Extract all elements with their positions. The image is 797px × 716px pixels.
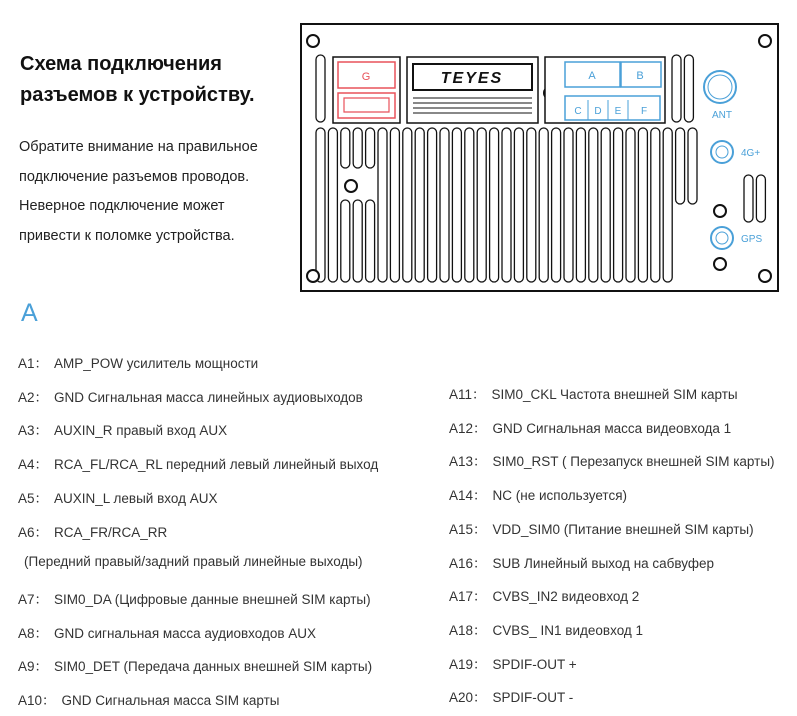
pin-description: CVBS_IN2 видеовход 2 — [492, 589, 640, 605]
pin-row — [449, 585, 639, 605]
connector-abcdef — [545, 57, 665, 123]
fin-slot — [684, 55, 693, 122]
fin-slot — [316, 55, 325, 122]
pin-row — [18, 487, 217, 507]
pin-code: A17： — [449, 589, 487, 605]
brand-plate — [407, 57, 538, 123]
title-line-1: Схема подключения — [20, 53, 222, 75]
pin-code: A20： — [449, 690, 487, 706]
screw-hole — [345, 180, 357, 192]
pin-row — [18, 386, 363, 406]
fin-slot — [403, 128, 412, 282]
pin-code: A3： — [18, 423, 49, 439]
fin-slot — [341, 128, 350, 168]
fin-slot — [672, 55, 681, 122]
fin-slot — [366, 200, 375, 282]
pin-row — [18, 622, 316, 642]
pin-code: A19： — [449, 656, 487, 672]
screw-hole — [307, 270, 319, 282]
fin-slot — [415, 128, 424, 282]
pin-description: RCA_FL/RCA_RL передний левый линейный выход — [54, 457, 379, 473]
pin-code: A18： — [449, 622, 487, 638]
fin-slot — [440, 128, 449, 282]
screw-hole — [714, 205, 726, 217]
pin-description: AUXIN_L левый вход AUX — [54, 490, 218, 506]
screw-hole — [759, 35, 771, 47]
fin-slot — [390, 128, 399, 282]
pin-code: A6： — [18, 524, 49, 540]
pin-code: A12： — [449, 420, 487, 436]
pin-description: NC (не используется) — [492, 488, 627, 504]
pin-description: SPDIF-OUT - — [492, 690, 574, 706]
fin-slot — [366, 128, 375, 168]
pin-row — [449, 484, 627, 504]
pin-row — [18, 453, 378, 473]
pin-code: A4： — [18, 457, 49, 473]
pin-row — [18, 352, 258, 372]
pin-description: SIM0_DET (Передача данных внешней SIM карты) — [54, 659, 373, 675]
pin-row — [18, 588, 371, 608]
gps-label: GPS — [741, 234, 763, 245]
pin-row — [449, 518, 754, 538]
fin-slot — [626, 128, 635, 282]
fin-slot — [328, 128, 337, 282]
pin-row — [449, 686, 573, 706]
fin-slot — [638, 128, 647, 282]
fin-slot — [688, 128, 697, 204]
fin-slot — [614, 128, 623, 282]
screw-hole — [759, 270, 771, 282]
note-line: подключение разъемов проводов. — [19, 168, 250, 185]
pin-description: (Передний правый/задний правый линейные выходы) — [24, 554, 363, 570]
connector-e-label: E — [614, 106, 622, 117]
pin-row — [449, 619, 643, 639]
pin-code: A14： — [449, 488, 487, 504]
pin-code: A13： — [449, 454, 487, 470]
pin-code: A15： — [449, 521, 487, 537]
pin-description: GND Сигнальная масса линейных аудиовыходов — [54, 389, 363, 405]
pin-description: AUXIN_R правый вход AUX — [54, 423, 228, 439]
pin-code: A10： — [18, 693, 56, 708]
fin-slot — [477, 128, 486, 282]
pin-description: AMP_POW усилитель мощности — [54, 356, 259, 371]
pin-description: GND Сигнальная масса SIM карты — [61, 693, 280, 708]
pin-row — [18, 521, 167, 541]
fin-slot — [527, 128, 536, 282]
fin-slot — [378, 128, 387, 282]
title-line-2: разъемов к устройству. — [20, 84, 255, 106]
pin-row — [449, 383, 738, 403]
pin-description: SIM0_DA (Цифровые данные внешней SIM карты) — [54, 591, 371, 607]
pin-description: SIM0_CKL Частота внешней SIM карты — [491, 387, 738, 402]
pin-description: VDD_SIM0 (Питание внешней SIM карты) — [492, 521, 754, 537]
pin-row — [18, 689, 280, 709]
screw-hole — [714, 258, 726, 270]
pin-description: SPDIF-OUT + — [492, 656, 577, 672]
fin-slot — [589, 128, 598, 282]
connector-c-label: C — [574, 106, 582, 117]
pin-code: A9： — [18, 659, 49, 675]
pin-row — [449, 417, 731, 437]
device-back-panel-diagram — [0, 0, 797, 300]
fin-slot — [353, 128, 362, 168]
connector-g — [333, 57, 400, 123]
section-letter: A — [21, 299, 38, 327]
fin-slot — [353, 200, 362, 282]
connector-a-label: A — [588, 70, 596, 82]
pin-code: A16： — [449, 555, 487, 571]
pin-row — [449, 653, 577, 673]
connector-g-label: G — [361, 71, 371, 83]
fin-slot — [490, 128, 499, 282]
screw-hole — [307, 35, 319, 47]
brand-logo: TEYES — [440, 70, 504, 87]
fin-slot — [576, 128, 585, 282]
pin-code: A2： — [18, 389, 49, 405]
fin-slot — [514, 128, 523, 282]
pin-row — [18, 655, 372, 675]
fin-slot — [452, 128, 461, 282]
pin-description: GND Сигнальная масса видеовхода 1 — [492, 420, 732, 436]
connector-b-label: B — [636, 70, 644, 82]
fin-slot — [663, 128, 672, 282]
pin-code: A7： — [18, 591, 49, 607]
fin-slot — [552, 128, 561, 282]
fin-slot — [676, 128, 685, 204]
fin-slot — [756, 175, 765, 222]
pin-description: GND сигнальная масса аудиовходов AUX — [54, 625, 317, 641]
pin-row — [18, 419, 227, 439]
fin-slot — [316, 128, 325, 282]
note-line: привести к поломке устройства. — [19, 227, 235, 244]
connector-d-label: D — [594, 106, 602, 117]
pin-code: A1： — [18, 356, 49, 371]
connector-f-label: F — [640, 106, 648, 117]
fin-slot — [601, 128, 610, 282]
pin-code: A8： — [18, 625, 49, 641]
fin-slot — [502, 128, 511, 282]
pin-row — [449, 450, 775, 470]
fin-slot — [465, 128, 474, 282]
fin-slot — [428, 128, 437, 282]
fin-slot — [744, 175, 753, 222]
note-line: Обратите внимание на правильное — [19, 139, 258, 155]
pin-description: SIM0_RST ( Перезапуск внешней SIM карты) — [492, 454, 775, 470]
fin-slot — [651, 128, 660, 282]
pin-row — [449, 552, 714, 572]
fin-slot — [539, 128, 548, 282]
pin-code: A11： — [449, 387, 486, 402]
pin-description: CVBS_ IN1 видеовход 1 — [492, 622, 644, 638]
note-line: Неверное подключение может — [19, 198, 225, 214]
pin-row — [18, 554, 363, 569]
pin-description: RCA_FR/RCA_RR — [54, 524, 168, 540]
fin-slot — [341, 200, 350, 282]
pin-code: A5： — [18, 490, 49, 506]
pin-description: SUB Линейный выход на сабвуфер — [492, 555, 715, 571]
lte-label: 4G+ — [741, 148, 761, 159]
fin-slot — [564, 128, 573, 282]
ant-label: ANT — [712, 110, 732, 121]
